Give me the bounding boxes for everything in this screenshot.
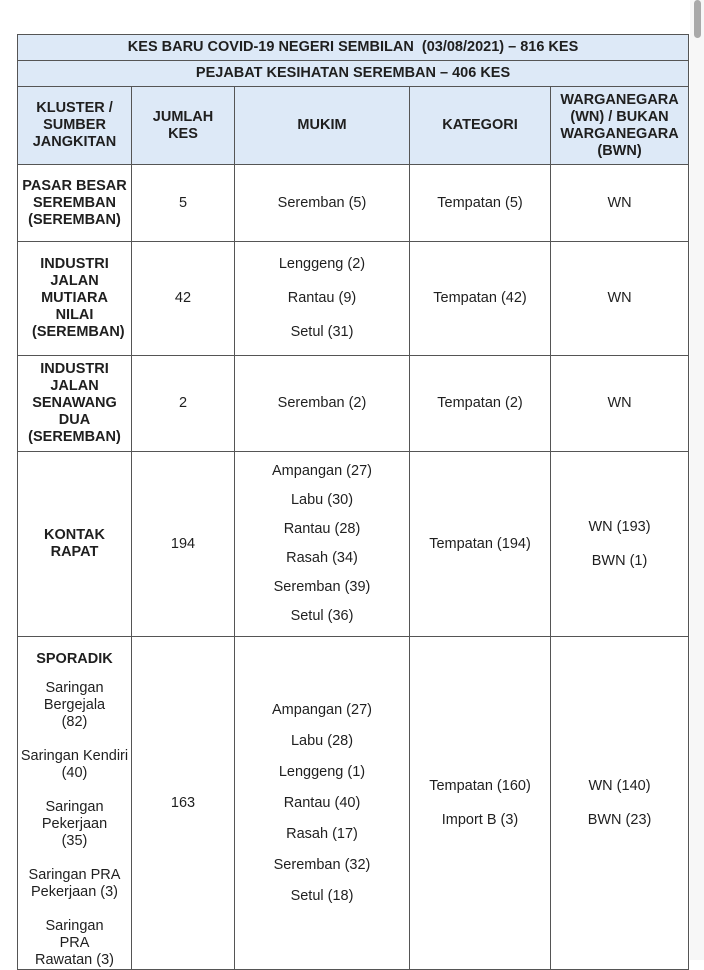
cell-warga [551, 356, 689, 452]
cell-kluster: INDUSTRI JALAN MUTIARA NILAI (SEREMBAN) [18, 242, 132, 356]
header-kategori: KATEGORI [410, 87, 551, 165]
kategori-item: Tempatan (2) [437, 395, 523, 411]
warga-item: BWN (23) [587, 811, 652, 828]
mukim-item: Setul (18) [290, 887, 354, 904]
cell-kategori [410, 356, 551, 452]
kluster-item: Saringan PRA Rawatan (3) [35, 918, 114, 968]
cell-mukim [235, 356, 410, 452]
scrollbar[interactable] [690, 0, 704, 960]
mukim-item: Ampangan (27) [272, 701, 372, 718]
cell-jumlah: 163 [132, 637, 235, 970]
kluster-item: Saringan Pekerjaan (35) [41, 799, 108, 849]
kluster-item: Saringan PRA Pekerjaan (3) [28, 867, 121, 900]
cell-kluster [18, 637, 132, 970]
cell-mukim [235, 165, 410, 242]
kategori-item: Tempatan (42) [433, 290, 527, 306]
kluster-title: SPORADIK [36, 651, 113, 667]
mukim-item: Rantau (9) [287, 290, 357, 306]
mukim-item: Seremban (39) [273, 579, 371, 595]
cell-kategori [410, 242, 551, 356]
covid-cases-table [17, 34, 689, 970]
kategori-item: Tempatan (194) [429, 535, 531, 552]
mukim-item: Seremban (2) [277, 395, 367, 411]
mukim-item: Setul (36) [290, 608, 354, 624]
mukim-item: Rasah (17) [286, 825, 358, 842]
kategori-item: Tempatan (5) [437, 194, 523, 211]
header-warga: WARGANEGARA (WN) / BUKAN WARGANEGARA (BWN) [551, 87, 689, 165]
cell-kluster: INDUSTRI JALAN SENAWANG DUA (SEREMBAN) [18, 356, 132, 452]
cell-jumlah: 5 [132, 165, 235, 242]
kluster-item: Saringan Bergejala (82) [43, 680, 106, 730]
cell-jumlah: 2 [132, 356, 235, 452]
mukim-item: Rantau (28) [283, 521, 361, 537]
mukim-item: Setul (31) [290, 324, 354, 340]
warga-item: WN [607, 290, 632, 306]
cell-kluster: PASAR BESAR SEREMBAN (SEREMBAN) [18, 165, 132, 242]
cell-jumlah: 194 [132, 452, 235, 637]
warga-item: WN [607, 194, 632, 211]
table-row [18, 356, 689, 452]
kluster-item: Saringan Kendiri (40) [20, 748, 129, 781]
table-row [18, 242, 689, 356]
cell-warga [551, 637, 689, 970]
table-row [18, 637, 689, 970]
mukim-item: Ampangan (27) [272, 463, 372, 479]
scrollbar-thumb[interactable] [694, 0, 701, 38]
header-mukim: MUKIM [235, 87, 410, 165]
mukim-item: Labu (30) [290, 492, 354, 508]
mukim-item: Seremban (32) [273, 856, 371, 873]
table-row [18, 452, 689, 637]
cell-mukim [235, 242, 410, 356]
cell-kluster: KONTAK RAPAT [18, 452, 132, 637]
header-jumlah: JUMLAH KES [132, 87, 235, 165]
cell-jumlah: 42 [132, 242, 235, 356]
warga-item: BWN (1) [591, 552, 648, 569]
table-row [18, 165, 689, 242]
warga-item: WN (193) [588, 518, 651, 535]
kategori-item: Import B (3) [441, 811, 519, 828]
mukim-item: Lenggeng (1) [278, 763, 366, 780]
cell-mukim [235, 452, 410, 637]
header-kluster: KLUSTER / SUMBER JANGKITAN [18, 87, 132, 165]
cell-kategori [410, 637, 551, 970]
cell-kategori [410, 165, 551, 242]
mukim-item: Rasah (34) [286, 550, 358, 566]
mukim-item: Rantau (40) [283, 794, 361, 811]
warga-item: WN [607, 395, 632, 411]
warga-item: WN (140) [588, 777, 651, 794]
cell-warga [551, 165, 689, 242]
mukim-item: Lenggeng (2) [278, 256, 366, 272]
table-title: KES BARU COVID-19 NEGERI SEMBILAN (03/08/2021) – 816 KES [18, 35, 689, 61]
cell-warga [551, 242, 689, 356]
cell-mukim [235, 637, 410, 970]
cell-kategori [410, 452, 551, 637]
mukim-item: Labu (28) [290, 732, 354, 749]
cell-warga [551, 452, 689, 637]
table-subtitle: PEJABAT KESIHATAN SEREMBAN – 406 KES [18, 61, 689, 87]
kategori-item: Tempatan (160) [429, 777, 531, 794]
mukim-item: Seremban (5) [277, 194, 367, 211]
